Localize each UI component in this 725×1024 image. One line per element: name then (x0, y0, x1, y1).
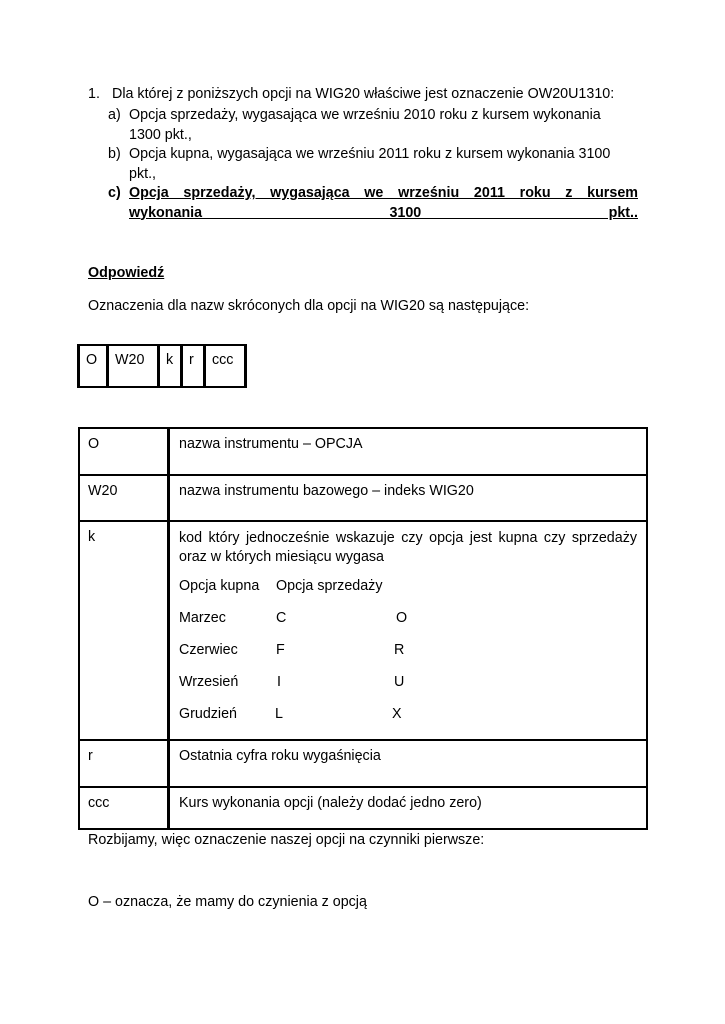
question-text: Dla której z poniższych opcji na WIG20 właściwe jest oznaczenie OW20U1310: (112, 86, 615, 102)
code-cell: ccc (79, 787, 169, 829)
option-text-cont: pkt., (129, 165, 157, 182)
month-row (179, 674, 637, 706)
desc-cell: Ostatnia cyfra roku wygaśnięcia (169, 740, 648, 787)
table-row (79, 787, 647, 829)
question (88, 86, 614, 102)
option-text: Opcja sprzedaży, wygasająca we wrześniu 2010 roku z kursem wykonania (129, 107, 601, 123)
code-cell: k (79, 521, 169, 740)
option-a (108, 106, 638, 145)
option-label: b) (108, 146, 121, 162)
question-number: 1. (88, 86, 100, 102)
month-row (179, 642, 637, 674)
code-cell: r (79, 740, 169, 787)
code-description-table (78, 427, 648, 830)
put-code: O (396, 610, 408, 626)
put-code: X (392, 706, 402, 722)
intro-text: Oznaczenia dla nazw skróconych dla opcji na WIG20 są następujące: (88, 298, 530, 314)
month-name: Wrzesień (179, 674, 239, 690)
month-name: Grudzień (179, 706, 238, 722)
put-code: U (394, 674, 405, 690)
option-text-cont: wykonania 3100 pkt.. (129, 204, 638, 221)
table-row (79, 521, 647, 740)
code-part: O (79, 345, 108, 387)
option-text: Opcja kupna, wygasająca we wrześniu 2011 roku z kursem wykonania 3100 (129, 146, 611, 162)
month-row (179, 706, 637, 738)
code-part: W20 (108, 345, 159, 387)
desc-cell: nazwa instrumentu bazowego – indeks WIG20 (169, 475, 648, 521)
table-row (79, 428, 647, 475)
month-name: Marzec (179, 610, 226, 626)
closing-text: O – oznacza, że mamy do czynienia z opcją (88, 894, 367, 910)
call-code: I (277, 674, 281, 690)
month-code-grid (179, 578, 637, 738)
option-label: c) (108, 185, 121, 201)
code-cell: W20 (79, 475, 169, 521)
desc-cell: Kurs wykonania opcji (należy dodać jedno zero) (169, 787, 648, 829)
call-code: L (275, 706, 283, 722)
put-code: R (394, 642, 405, 658)
answer-heading: Odpowiedź (88, 265, 165, 281)
option-text: Opcja sprzedaży, wygasająca we wrześniu 2011 roku z kursem (129, 185, 638, 201)
option-label: a) (108, 107, 121, 123)
call-code: C (276, 610, 287, 626)
call-code: F (276, 642, 285, 658)
call-header: Opcja kupna (179, 578, 260, 594)
table-row (79, 475, 647, 521)
code-part: r (182, 345, 205, 387)
after-table-text: Rozbijamy, więc oznaczenie naszej opcji na czynniki pierwsze: (88, 832, 485, 848)
code-part: ccc (205, 345, 246, 387)
code-cell: O (79, 428, 169, 475)
option-b (108, 145, 638, 184)
code-part: k (159, 345, 182, 387)
desc-cell: kod który jednocześnie wskazuje czy opcja jest kupna czy sprzedaży oraz w których miesiącu wygasa (179, 530, 637, 565)
put-header: Opcja sprzedaży (276, 578, 383, 594)
desc-cell: nazwa instrumentu – OPCJA (169, 428, 648, 475)
option-c (108, 184, 638, 223)
month-name: Czerwiec (179, 642, 238, 658)
code-structure-table (77, 344, 247, 388)
table-row (79, 740, 647, 787)
option-text-cont: 1300 pkt., (129, 126, 192, 143)
month-row (179, 610, 637, 642)
